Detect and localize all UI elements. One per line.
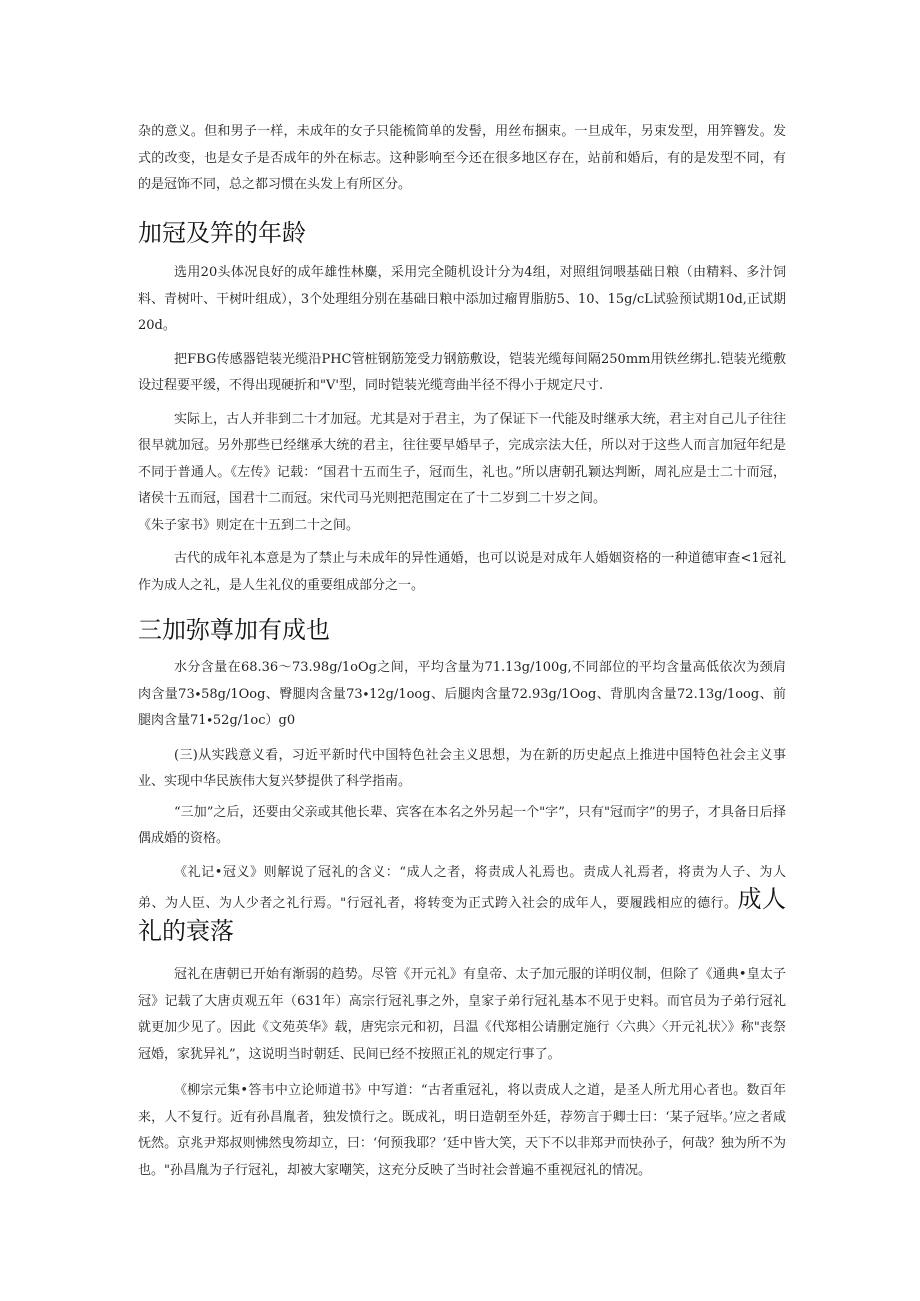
paragraph: 选用20头体况良好的成年雄性林麋，采用完全随机设计分为4组，对照组饲喂基础日粮（由精料、多汁饲料、青树叶、干树叶组成），3个处理组分别在基础日粮中添加过瘤胃脂肪5、10、15g/cL试验预试期10d,正试期20d。 (138, 265, 786, 333)
heading-decline-of-rite: 成人礼的衰落 (138, 885, 787, 945)
paragraph: 《朱子家书》则定在十五到二十之间。 (138, 517, 360, 533)
paragraph: 《柳宗元集•答韦中立论师道书》中写道：“古者重冠礼，将以责成人之道，是圣人所尤用心者也。数百年来，人不复行。近有孙昌胤者，独发愤行之。既成礼，明日造朝至外廷，荐笏言于卿士曰：‘某子冠毕。’应之者咸怃然。京兆尹郑叔则怫然曳笏却立，曰：‘何预我耶？’廷中皆大笑，天下不以非郑尹而快孙子，何哉？独为所不为也。"孙昌胤为子行冠礼，却被大家嘲笑，这充分反映了当时社会普遍不重视冠礼的情况。 (138, 1083, 786, 1178)
intro-paragraph: 杂的意义。但和男子一样，未成年的女子只能梳简单的发髻，用丝布捆束。一旦成年，另束发型，用笄簪发。发式的改变，也是女子是否成年的外在标志。这种影响至今还在很多地区存在，站前和婚后，有的是发型不同，有的是冠饰不同，总之都习惯在头发上有所区分。 (138, 124, 786, 192)
section-3 (138, 962, 786, 1184)
paragraph: “三加”之后，还要由父亲或其他长辈、宾客在本名之外另起一个"字”，只有"冠而字”的男子，才具备日后择偶成婚的资格。 (138, 804, 786, 846)
paragraph: (三)从实践意义看，习近平新时代中国特色社会主义思想，为在新的历史起点上推进中国特色社会主义事业、实现中华民族伟大复兴梦提供了科学指南。 (138, 747, 786, 789)
paragraph (138, 860, 786, 950)
paragraph: 把FBG传感器铠装光缆沿PHC管桩钢筋笼受力钢筋敷设，铠装光缆每间隔250mm用铁丝绑扎.铠装光缆敷设过程要平缓，不得出现硬折和"V'型，同时铠装光缆弯曲半径不得小于规定尺寸. (138, 351, 786, 393)
paragraph: 水分含量在68.36〜73.98g∕1oOg之间，平均含量为71.13g∕100g,不同部位的平均含量高低依次为颈肩肉含量73∙58g∕1Oog、臀腿肉含量73∙12g∕1oog、后腿肉含量72.93g∕1Oog、背肌肉含量72.13g∕1oog、前腿肉含量71∙52g∕1oc）g0 (138, 660, 786, 728)
section-1 (138, 216, 786, 599)
intro-section (138, 119, 786, 199)
heading-age-of-capping: 加冠及笄的年龄 (138, 219, 306, 247)
paragraph-text: 《礼记•冠义》则解说了冠礼的含义：“成人之者，将责成人礼焉也。责成人礼焉者，将责为人子、为人弟、为人臣、为人少者之礼行焉。"行冠礼者，将转变为正式跨入社会的成年人，要履践相应的德行。 (138, 864, 786, 911)
paragraph: 实际上，古人并非到二十才加冠。尤其是对于君主，为了保证下一代能及时继承大统，君主对自己儿子往往很早就加冠。另外那些已经继承大统的君主，往往要早婚早子，完成宗法大任，所以对于这些人而言加冠年纪是不同于普通人。《左传》记载：“国君十五而生子，冠而生，礼也。”所以唐朝孔颖达判断，周礼应是士二十而冠，诸侯十五而冠，国君十二而冠。宋代司马光则把范围定在了十二岁到二十岁之间。 (138, 411, 786, 506)
heading-three-cappings: 三加弥尊加有成也 (138, 616, 330, 644)
section-2 (138, 613, 786, 949)
paragraph: 冠礼在唐朝已开始有渐弱的趋势。尽管《开元礼》有皇帝、太子加元服的详明仪制，但除了《通典•皇太子冠》记载了大唐贞观五年（631年）高宗行冠礼事之外，皇家子弟行冠礼基本不见于史料。而官员为子弟行冠礼就更加少见了。因此《文苑英华》载，唐宪宗元和初，吕温《代郑相公请删定施行〈六典〉〈开元礼状〉》称"丧祭冠婚，家犹异礼”，这说明当时朝廷、民间已经不按照正礼的规定行事了。 (138, 967, 786, 1062)
paragraph: 古代的成年礼本意是为了禁止与未成年的异性通婚，也可以说是对成年人婚姻资格的一种道德审查<1冠礼作为成人之礼，是人生礼仪的重要组成部分之一。 (138, 551, 786, 593)
